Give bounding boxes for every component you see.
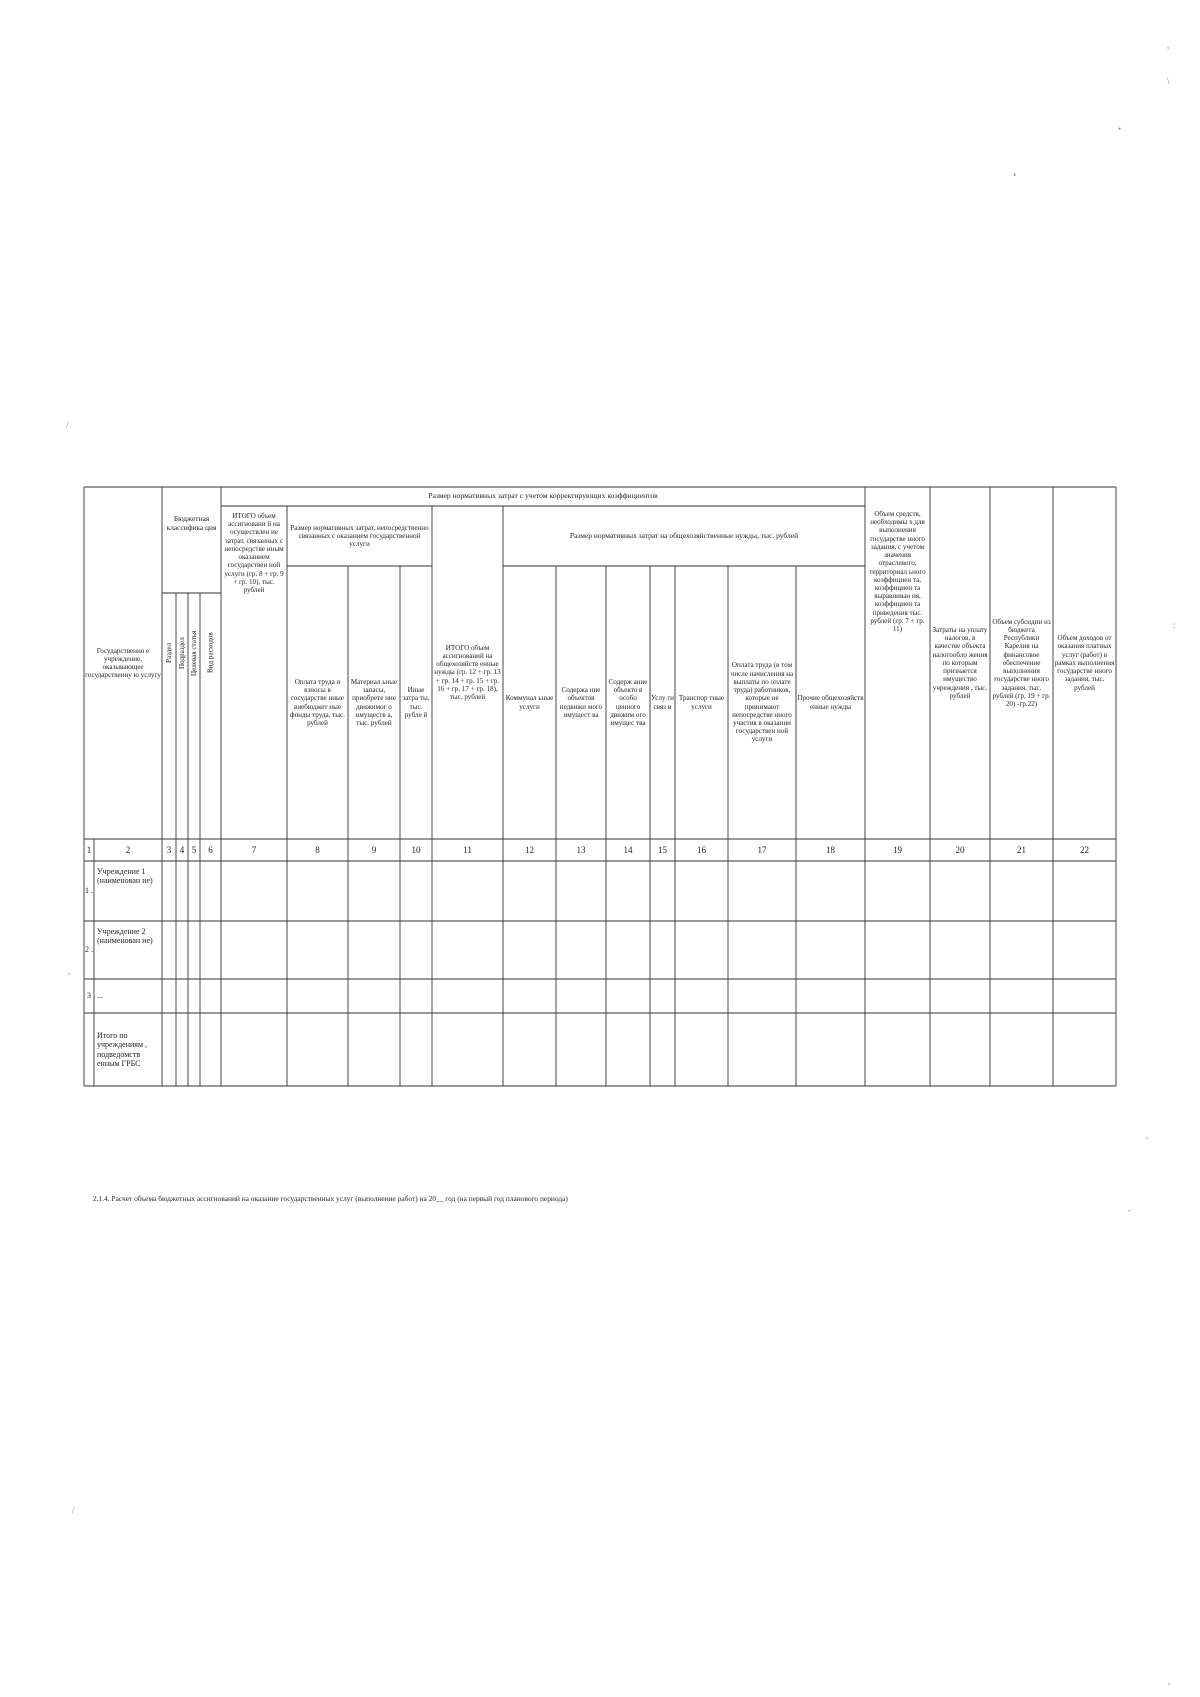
col-number-21: 21 [1017,844,1026,855]
row-2-number: 2 . [85,945,93,955]
scan-speck: - [1128,1205,1131,1215]
col-number-19: 19 [893,844,902,855]
col-header-12: Коммунал ьные услуги [505,694,554,711]
row-total-name: Итого по учреждениям , подведомств енным ГРБС [97,1030,148,1068]
scan-speck: \ [1167,76,1170,86]
col-number-8: 8 [315,844,320,855]
col-number-9: 9 [371,844,377,855]
col-header-10: Иные затра ты, тыс. рубле й [402,686,430,719]
row-1-name: Учреждение 1 (наименован ие) [97,867,153,886]
col-header-16: Транспор тные услуги [678,694,725,711]
scan-speck: , [1146,1130,1149,1140]
col-number-10: 10 [411,844,421,855]
col-header-expense-type: Вид расходов [206,632,215,674]
scan-speck: , [68,966,71,976]
col-header-17: Оплата труда (в том числе начисления на выплаты по оплате труда) работников, которые не принимают непосредстве нного участия в оказании государствен ной услуги [730,661,794,744]
col-header-section: Раздел [164,642,173,664]
col-header-gu: Государственно е учреждение, оказывающее государственну ю услугу [85,646,161,680]
col-header-14: Содерж ание объекто в особо ценного движим ого имущес тва [608,677,648,727]
col-header-15: Услу ги связ и [651,694,674,711]
col-number-11: 11 [463,844,472,855]
scan-speck: , [1167,40,1170,50]
scan-speck: • [1013,170,1017,180]
row-1-number: 1 . [85,886,93,896]
col-number-13: 13 [576,844,586,855]
col-number-3: 3 [166,844,172,855]
col-number-22: 22 [1080,844,1089,855]
col-number-18: 18 [826,844,835,855]
col-header-budget: Бюджетная классифика ция [166,514,217,532]
header-main: Размер нормативных затрат с учетом корректирующих коэффициентов [428,491,658,501]
col-number-5: 5 [191,844,197,855]
row-3-name: ... [97,991,103,1001]
col-number-6: 6 [208,844,213,855]
col-header-22: Объем доходов от оказания платных услуг (работ) в рамках выполнения государстве нного задания, тыс. рублей [1054,634,1115,692]
col-number-4: 4 [179,844,185,855]
col-number-7: 7 [251,844,257,855]
scan-speck: : [1173,620,1176,630]
col-header-18: Прочие общехозяйств енные нужды [797,694,864,711]
col-number-12: 12 [525,844,534,855]
col-header-13: Содержа ние объектов недвижи мого имущест ва [559,686,603,719]
scan-speck: , [1168,1676,1171,1686]
col-header-target-article: Целевая статья [189,630,198,676]
col-number-2: 2 [125,844,131,855]
col-number-1: 1 [86,844,92,855]
col-number-16: 16 [697,844,706,855]
scan-speck: / [72,1505,75,1515]
section-caption: 2.1.4. Расчет объема бюджетных ассигнований на оказание государственных услуг (выполнение работ) на 20__ год (на первый год планового периода) [93,1194,568,1203]
col-number-17: 17 [757,844,767,855]
col-number-14: 14 [623,844,633,855]
col-header-direct-group: Размер нормативных затрат, непосредственно связанных с оказанием государственной услуги [290,523,429,549]
scan-speck: / [66,420,69,430]
col-header-19: Объем средств, необходимы х для выполнения государстве нного задания, с учетом значения отраслевого, территориал ьного коэффициен та, коэффициен та выравниван ия, коэффициен та приведения тыс. рублей (гр. 7 + гр. 11) [869,510,926,634]
col-header-7: ИТОГО объем ассигновани й на осуществлен ие затрат, связанных с непосредстве нным оказанием государствен ной услуги (гр. 8 + гр. 9 + гр. 10), тыс. рублей [224,512,284,594]
col-number-20: 20 [955,844,965,855]
col-number-15: 15 [658,844,667,855]
scan-speck: • [1118,124,1122,134]
col-header-general-group: Размер нормативных затрат на общехозяйственные нужды, тыс. рублей [569,530,799,540]
col-header-20: Затраты на уплату налогов, в качестве объекта налогообло жения по которым признается имущество учреждения , тыс. рублей [932,626,988,700]
row-3-number: 3 [87,991,91,1001]
col-header-subsection: Подраздел [177,637,186,669]
col-header-21: Объем субсидии из бюджета Республики Карелия на финансовое обеспечение выполнения государстве нного задания, тыс. рублей (гр. 19 + гр. 20) -гр.22) [992,617,1051,708]
col-header-9: Материал ьные запасы, приобрете ние движимог о имуществ а, тыс. рублей [350,677,398,727]
row-2-name: Учреждение 2 (наименован ие) [97,927,153,946]
col-header-11: ИТОГО объем ассигнований на общехозяйств енные нужды (гр. 12 + гр. 13 + гр. 14 + гр. 15 + гр. 16 + гр. 17 + гр. 18), тыс. рублей [434,643,501,702]
col-header-8: Оплата труда и взносы в государстве нные внебюджет ные фонды труда, тыс. рублей [290,677,345,727]
